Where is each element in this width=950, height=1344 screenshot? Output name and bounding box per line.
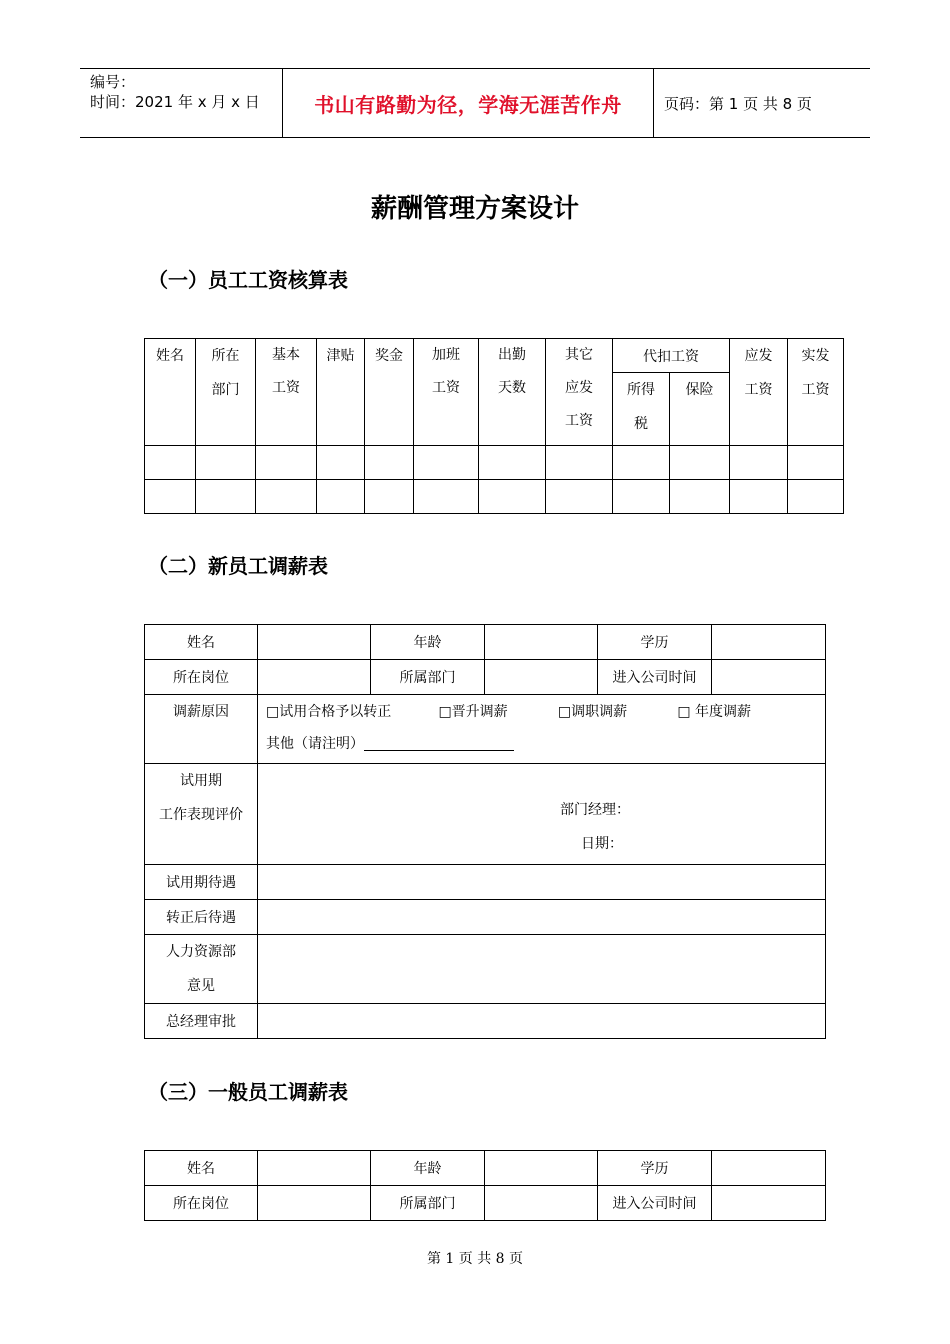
regular-pay-field[interactable]	[258, 900, 826, 935]
label-position: 所在岗位	[145, 1186, 258, 1221]
col-deduct: 代扣工资	[613, 339, 730, 373]
new-employee-adjustment-table	[144, 624, 826, 1039]
checkbox-promotion[interactable]: □晋升调薪	[438, 704, 508, 720]
cell[interactable]	[670, 480, 730, 514]
cell[interactable]	[145, 480, 196, 514]
cell[interactable]	[196, 446, 256, 480]
position-field[interactable]	[258, 660, 371, 695]
join-date-field[interactable]	[712, 1186, 826, 1221]
col-base-salary: 基本 工资	[256, 339, 317, 446]
evaluation-area[interactable]	[258, 764, 826, 865]
hr-opinion-field[interactable]	[258, 935, 826, 1004]
age-field[interactable]	[485, 625, 598, 660]
position-field[interactable]	[258, 1186, 371, 1221]
page-header	[80, 68, 870, 138]
gm-approval-field[interactable]	[258, 1004, 826, 1039]
cell[interactable]	[317, 446, 365, 480]
col-dept: 所在 部门	[196, 339, 256, 446]
label-age: 年龄	[371, 625, 485, 660]
cell[interactable]	[670, 446, 730, 480]
cell[interactable]	[546, 480, 613, 514]
section-heading-2: （二）新员工调薪表	[148, 554, 328, 578]
checkbox-probation[interactable]: □试用合格予以转正	[266, 704, 392, 720]
cell[interactable]	[730, 446, 788, 480]
cell[interactable]	[256, 480, 317, 514]
label-reason: 调薪原因	[145, 695, 258, 764]
cell[interactable]	[788, 480, 844, 514]
name-field[interactable]	[258, 1151, 371, 1186]
label-probation-pay: 试用期待遇	[145, 865, 258, 900]
cell[interactable]	[317, 480, 365, 514]
col-overtime: 加班 工资	[414, 339, 479, 446]
education-field[interactable]	[712, 625, 826, 660]
join-date-field[interactable]	[712, 660, 826, 695]
cell[interactable]	[365, 480, 414, 514]
document-title: 薪酬管理方案设计	[370, 194, 579, 224]
label-join-date: 进入公司时间	[598, 660, 712, 695]
cell[interactable]	[788, 446, 844, 480]
table-row	[145, 446, 844, 480]
label-department: 所属部门	[371, 1186, 485, 1221]
cell[interactable]	[365, 446, 414, 480]
cell[interactable]	[256, 446, 317, 480]
manager-label: 部门经理：	[560, 802, 630, 818]
header-meta	[80, 69, 282, 137]
header-motto: 书山有路勤为径，学海无涯苦作舟	[282, 69, 654, 137]
date-label: 日期：	[581, 836, 623, 852]
col-income-tax: 所得 税	[613, 373, 670, 446]
age-field[interactable]	[485, 1151, 598, 1186]
salary-calculation-table	[144, 338, 844, 514]
name-field[interactable]	[258, 625, 371, 660]
col-insurance: 保险	[670, 373, 730, 446]
col-name: 姓名	[145, 339, 196, 446]
section-heading-3: （三）一般员工调薪表	[148, 1080, 348, 1104]
cell[interactable]	[479, 446, 546, 480]
label-age: 年龄	[371, 1151, 485, 1186]
doc-time-label: 时间：2021 年 x 月 x 日	[90, 93, 260, 111]
checkbox-transfer[interactable]: □调职调薪	[557, 704, 628, 720]
label-hr-opinion: 人力资源部 意见	[145, 935, 258, 1004]
label-name: 姓名	[145, 625, 258, 660]
cell[interactable]	[414, 480, 479, 514]
col-other-pay: 其它 应发 工资	[546, 339, 613, 446]
table-row	[145, 480, 844, 514]
other-input-line[interactable]	[364, 734, 514, 751]
section-heading-1: （一）员工工资核算表	[148, 268, 348, 292]
cell[interactable]	[730, 480, 788, 514]
label-other: 其他（请注明）	[266, 736, 364, 752]
general-employee-adjustment-table	[144, 1150, 826, 1221]
col-attendance: 出勤 天数	[479, 339, 546, 446]
header-page-label: 页码：第 1 页 共 8 页	[664, 94, 812, 113]
cell[interactable]	[196, 480, 256, 514]
label-education: 学历	[598, 625, 712, 660]
label-name: 姓名	[145, 1151, 258, 1186]
cell[interactable]	[613, 446, 670, 480]
label-department: 所属部门	[371, 660, 485, 695]
cell[interactable]	[414, 446, 479, 480]
label-evaluation: 试用期 工作表现评价	[145, 764, 258, 865]
col-bonus: 奖金	[365, 339, 414, 446]
education-field[interactable]	[712, 1151, 826, 1186]
cell[interactable]	[479, 480, 546, 514]
cell[interactable]	[145, 446, 196, 480]
department-field[interactable]	[485, 1186, 598, 1221]
checkbox-annual[interactable]: □ 年度调薪	[677, 704, 752, 720]
cell[interactable]	[546, 446, 613, 480]
label-position: 所在岗位	[145, 660, 258, 695]
page-footer: 第 1 页 共 8 页	[426, 1251, 524, 1267]
department-field[interactable]	[485, 660, 598, 695]
col-actual: 实发 工资	[788, 339, 844, 446]
label-gm-approval: 总经理审批	[145, 1004, 258, 1039]
label-education: 学历	[598, 1151, 712, 1186]
reason-options	[258, 695, 826, 764]
cell[interactable]	[613, 480, 670, 514]
doc-number-label: 编号：	[90, 73, 136, 91]
col-allowance: 津贴	[317, 339, 365, 446]
probation-pay-field[interactable]	[258, 865, 826, 900]
label-join-date: 进入公司时间	[598, 1186, 712, 1221]
label-regular-pay: 转正后待遇	[145, 900, 258, 935]
col-payable: 应发 工资	[730, 339, 788, 446]
